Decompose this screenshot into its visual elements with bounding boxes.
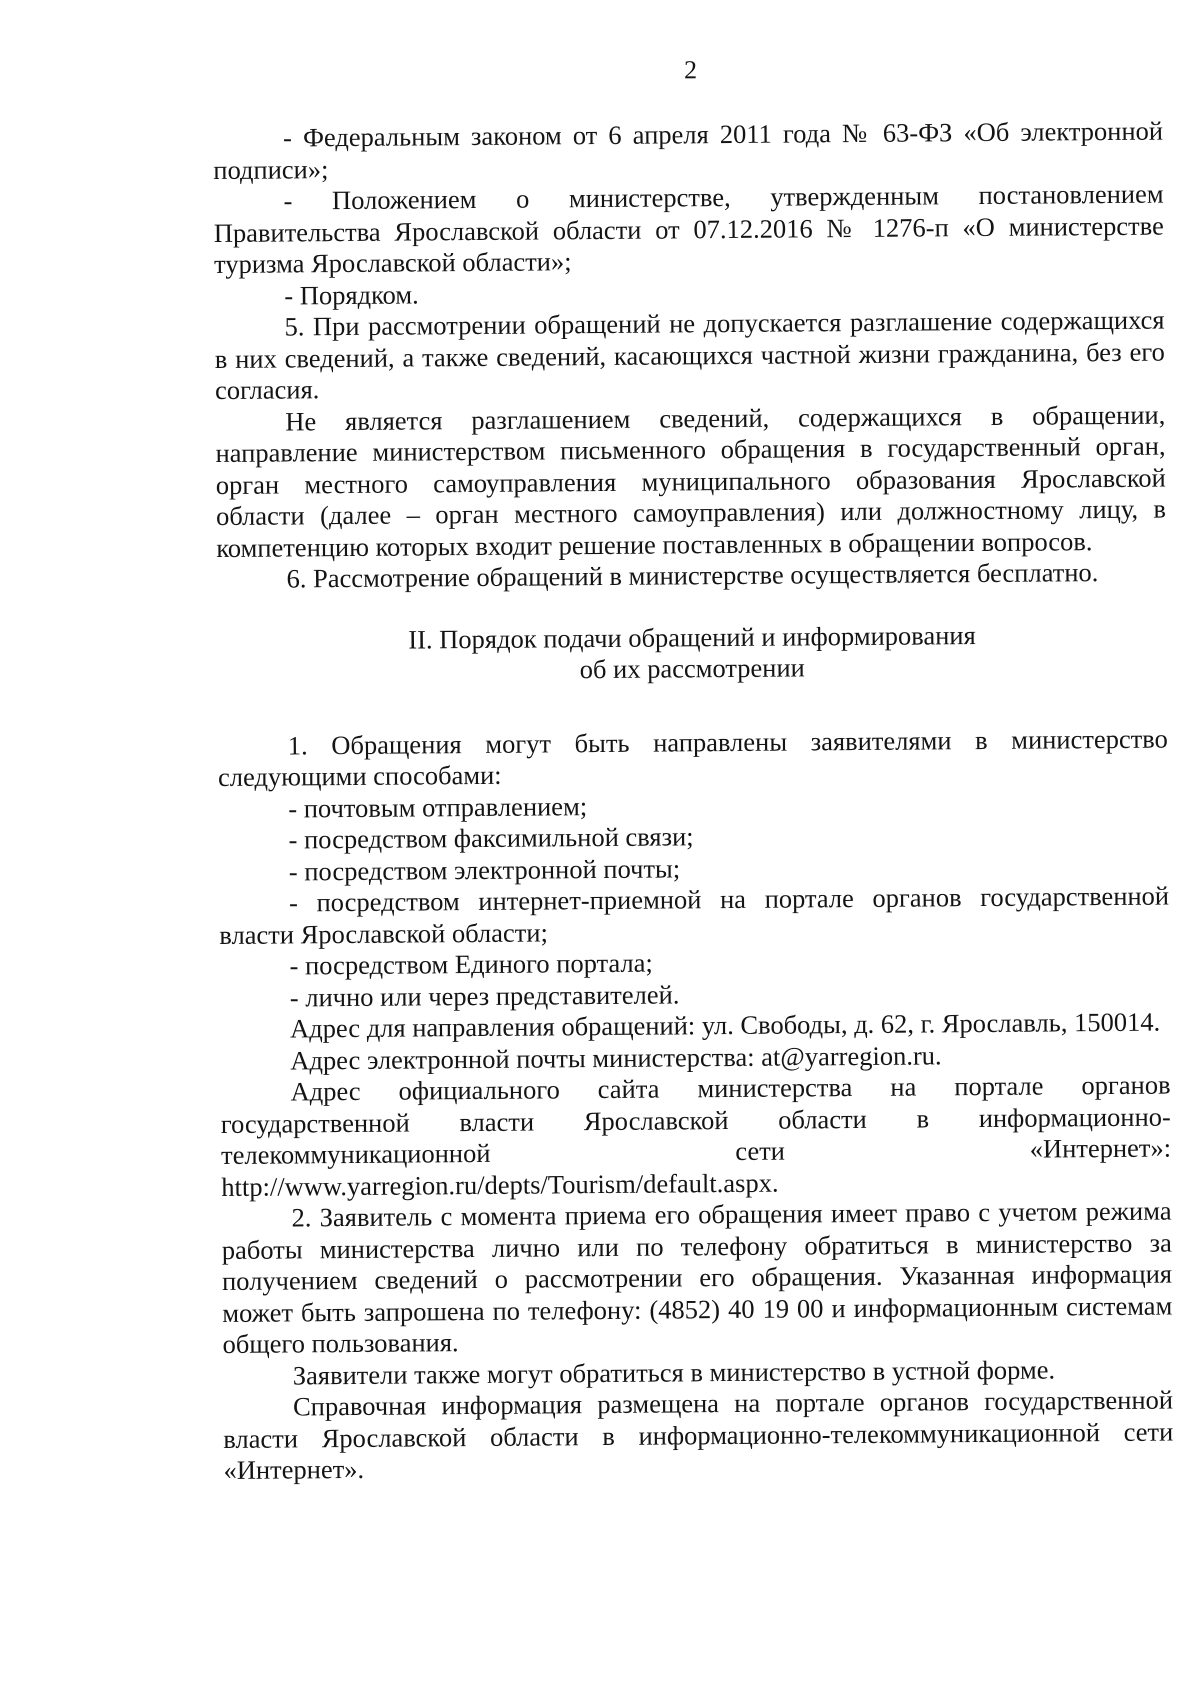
paragraph-reference-info: Справочная информация размещена на портале органов государственной власти Ярославской области в информационно-телекоммуникационной сети «Интернет». [223,1384,1174,1486]
list-item-in-person: - лично или через представителей. [289,978,680,1012]
paragraph-item-5: 5. При рассмотрении обращений не допускается разглашение содержащихся в них сведений, а также сведений, касающихся частной жизни гражданина, без его согласия. [214,304,1165,406]
section-heading-line-1: II. Порядок подачи обращений и информирования [408,619,976,655]
list-item-fax: - посредством факсимильной связи; [288,821,694,855]
paragraph-ministry-regulation: - Положением о министерстве, утвержденным постановлением Правительства Ярославской области от 07.12.2016 № 1276-п «О министерстве туризма Ярославской области»; [213,178,1164,280]
paragraph-oral-form: Заявители также могут обратиться в министерство в устной форме. [292,1353,1056,1390]
paragraph-postal-address: Адрес для направления обращений: ул. Свободы, д. 62, г. Ярославль, 150014. [289,1006,1161,1044]
paragraph-website-address: Адрес официального сайта министерства на портале органов государственной власти Ярославской области в информационно-телекоммуникационной сети «Интернет»: http://www.yarregion.ru/depts/Tourism/default.aspx. [220,1069,1172,1202]
paragraph-item-2: 2. Заявитель с момента приема его обращения имеет право с учетом режима работы министерства лично или по телефону обратиться в министерство за получением сведений о рассмотрении его обращения. Указанная информация может быть запрошена по телефону: (4852) 40 19 00 и информационным системам общего пользования. [221,1195,1173,1360]
paragraph-item-6: 6. Рассмотрение обращений в министерстве осуществляется бесплатно. [286,557,1099,594]
paragraph-not-disclosure: Не является разглашением сведений, содержащихся в обращении, направление министерством письменного обращения в государственный орган, орган местного самоуправления муниципального образования Ярославской области (далее – орган местного самоуправления) или должностному лицу, в компетенцию которых входит решение поставленных в обращении вопросов. [215,399,1167,563]
page-number: 2 [683,55,698,85]
list-item-email: - посредством электронной почты; [288,852,681,886]
paragraph-law-electronic-signature: - Федеральным законом от 6 апреля 2011 года № 63-ФЗ «Об электронной подписи»; [213,115,1164,185]
document-body [213,116,1174,1487]
list-item-internet-reception: - посредством интернет-приемной на портале органов государственной власти Ярославской области; [219,880,1170,950]
section-heading-line-2: об их рассмотрении [579,652,805,685]
paragraph-email-address: Адрес электронной почты министерства: at@yarregion.ru. [290,1039,942,1075]
list-item-unified-portal: - посредством Единого портала; [289,947,653,981]
paragraph-item-1: 1. Обращения могут быть направлены заявителями в министерство следующими способами: [217,723,1168,793]
list-item-mail: - почтовым отправлением; [288,790,588,823]
section-heading [217,618,1167,688]
paragraph-procedure: - Порядком. [284,278,419,310]
